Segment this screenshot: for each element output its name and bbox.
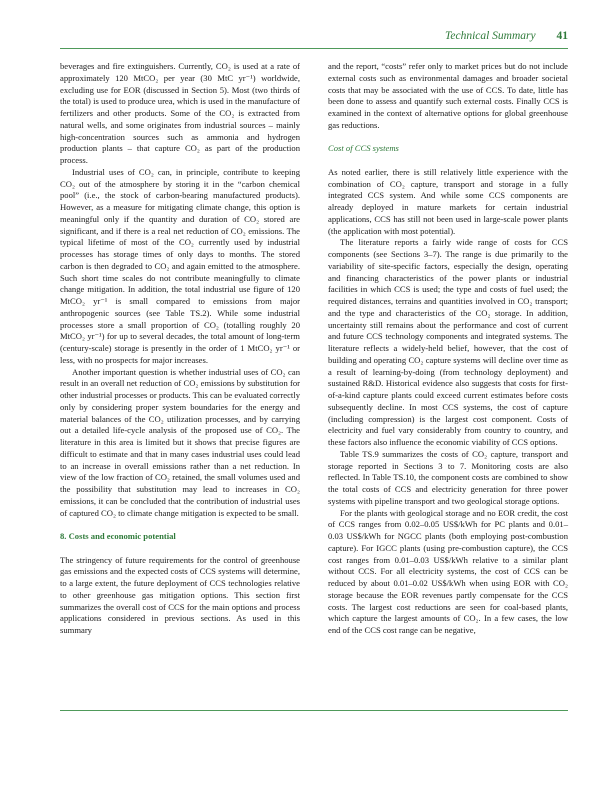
right-column	[328, 61, 568, 637]
paragraph: The stringency of future requirements for the control of greenhouse gas emissions and the expected costs of CCS systems will determine, to a large extent, the future deployment of CCS technologies relative to other greenhouse gas mitigation options. This section first summarizes the overall cost of CCS for the main options and process applications considered in previous sections. As used in this summary	[60, 554, 300, 635]
paragraph: Industrial uses of CO₂ can, in principle, contribute to keeping CO₂ out of the atmosphere by storing it in the “carbon chemical pool” (i.e., the stock of carbon-bearing manufactured products). However, as a measure for mitigating climate change, this option is meaningful only if the quantity and duration of CO₂ stored are significant, and if there is a real net reduction of CO₂ emissions. The typical lifetime of most of the CO₂ currently used by industrial processes has storage times of only days to months. The stored carbon is then degraded to CO₂ and again emitted to the atmosphere. Such short time scales do not contribute meaningfully to climate change mitigation. In addition, the total industrial use figure of 120 MtCO₂ yr⁻¹ is small compared to emissions from major anthropogenic sources (see Table TS.2). While some industrial processes store a small proportion of CO₂ (totalling roughly 20 MtCO₂ yr⁻¹) for up to several decades, the total amount of long-term (century-scale) storage is presently in the order of 1 MtCO₂ yr⁻¹ or less, with no prospects for major increases.	[60, 166, 300, 365]
subsection-heading: Cost of CCS systems	[328, 143, 399, 154]
page-number: 41	[556, 30, 568, 42]
running-header	[60, 30, 568, 48]
paragraph: As noted earlier, there is still relatively little experience with the combination of CO₂ capture, transport and storage in a fully integrated CCS system. And while some CCS components are already deployed in mature markets for certain industrial applications, CCS has still not been used in large-scale power plants (the application with most potential).	[328, 166, 568, 236]
paragraph: beverages and fire extinguishers. Currently, CO₂ is used at a rate of approximately 120 MtCO₂ per year (30 MtC yr⁻¹) worldwide, excluding use for EOR (discussed in Section 5). Most (two thirds of the total) is used to produce urea, which is used in the manufacture of fertilizers and other products. Some of the CO₂ is extracted from natural wells, and some originates from industrial sources – mainly high-concentration sources such as ammonia and hydrogen production plants – that capture CO₂ as part of the production process.	[60, 61, 300, 165]
running-header-title: Technical Summary	[445, 30, 536, 42]
paragraph: Table TS.9 summarizes the costs of CO₂ capture, transport and storage reported in Sections 3 to 7. Monitoring costs are also reflected. In Table TS.10, the component costs are combined to show the total costs of CCS and electricity generation for three power systems with pipeline transport and two geological storage options.	[328, 448, 568, 506]
left-column	[60, 61, 300, 637]
paragraph: Another important question is whether industrial uses of CO₂ can result in an overall net reduction of CO₂ emissions by substitution for other industrial processes or products. This can be evaluated correctly only by considering proper system boundaries for the energy and material balances of the CO₂ utilization processes, and by carrying out a detailed life-cycle analysis of the proposed use of CO₂. The literature in this area is limited but it shows that precise figures are difficult to estimate and that in many cases industrial uses could lead to an increase in overall emissions rather than a net reduction. In view of the low fraction of CO₂ retained, the small volumes used and the possibility that substitution may lead to increases in CO₂ emissions, it can be concluded that the contribution of industrial uses of captured CO₂ to climate change mitigation is expected to be small.	[60, 366, 300, 518]
paragraph: and the report, “costs” refer only to market prices but do not include external costs such as environmental damages and broader societal costs that may be associated with the use of CCS. To date, little has been done to assess and quantify such external costs. Finally CCS is examined in the context of alternative options for global greenhouse gas reductions.	[328, 61, 568, 130]
footer-rule	[60, 710, 568, 711]
header-rule	[60, 48, 568, 49]
paragraph: For the plants with geological storage and no EOR credit, the cost of CCS ranges from 0.02–0.05 US$/kWh for PC plants and 0.01–0.03 US$/kWh for NGCC plants (both employing post-combustion capture). For IGCC plants (using pre-combustion capture), the CCS cost ranges from 0.01–0.03 US$/kWh relative to a similar plant without CCS. For all electricity systems, the cost of CCS can be reduced by about 0.01–0.02 US$/kWh when using EOR with CO₂ storage because the EOR revenues partly compensate for the CCS costs. The largest cost reductions are seen for coal-based plants, which capture the largest amounts of CO₂. In a few cases, the low end of the CCS cost range can be negative,	[328, 507, 568, 635]
section-heading: 8. Costs and economic potential	[60, 531, 176, 541]
paragraph: The literature reports a fairly wide range of costs for CCS components (see Sections 3–7). The range is due primarily to the variability of site-specific factors, especially the design, operating and financing characteristics of the power plants or industrial facilities in which CCS is used; the type and costs of fuel used; the required distances, terrains and quantities involved in CO₂ transport; and the type and characteristics of the CO₂ storage. In addition, uncertainty still remains about the performance and cost of current and future CCS technology components and integrated systems. The literature reflects a widely-held belief, however, that the cost of building and operating CO₂ capture systems will decline over time as a result of learning-by-doing (from technology deployment) and sustained R&D. Historical evidence also suggests that costs for first-of-a-kind capture plants could exceed current estimates before costs subsequently decline. In most CCS systems, the cost of capture (including compression) is the largest cost component. Costs of electricity and fuel vary considerably from country to country, and these factors also influence the economic viability of CCS options.	[328, 237, 568, 447]
